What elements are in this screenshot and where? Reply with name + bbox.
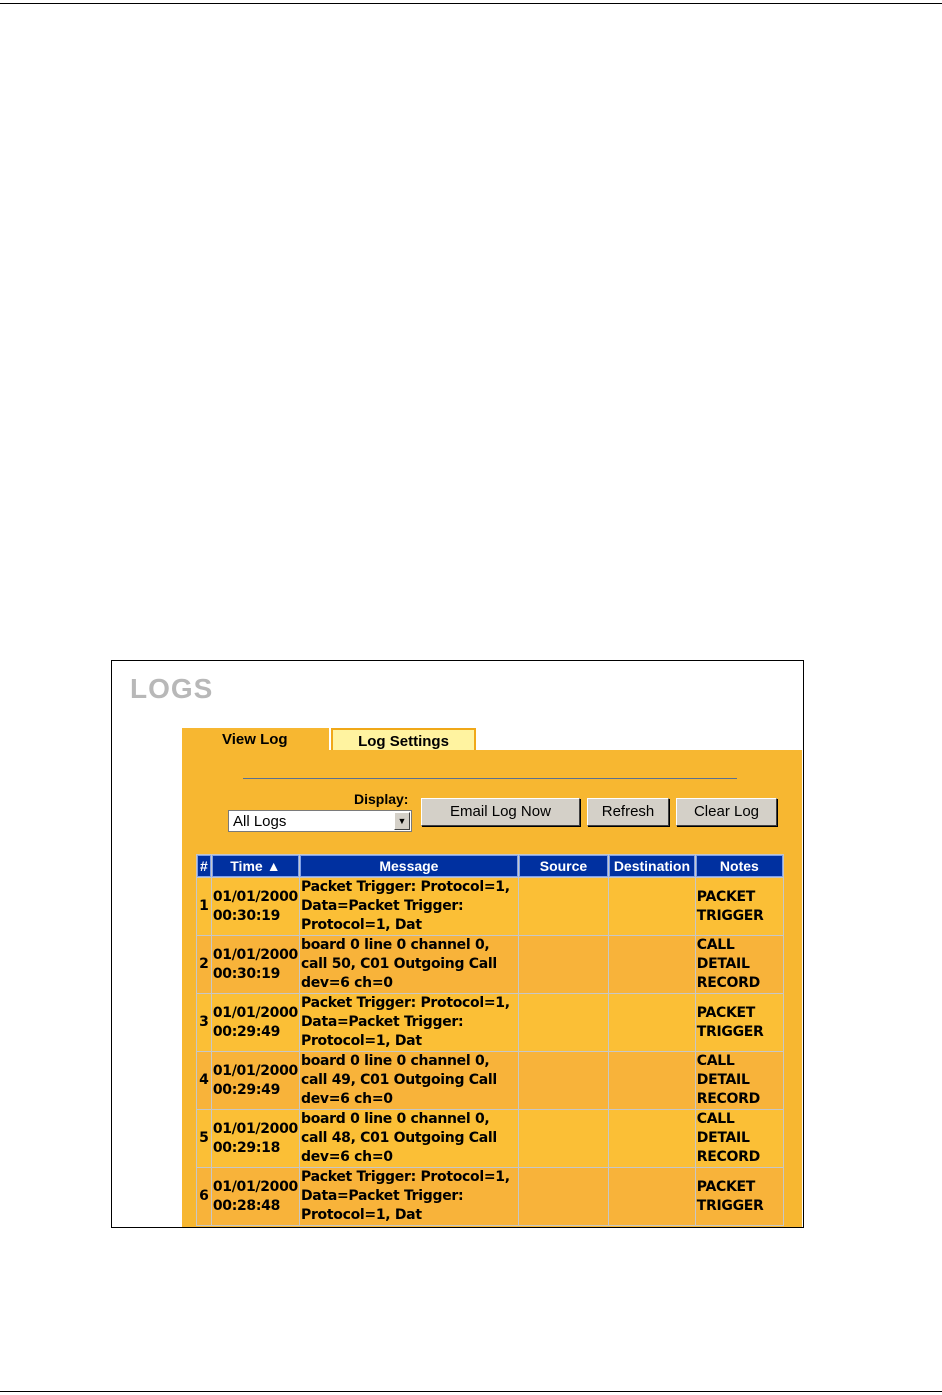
- row-num: 5: [197, 1110, 211, 1167]
- row-destination: [609, 994, 695, 1051]
- row-time: 01/01/2000 00:30:19: [212, 878, 299, 935]
- display-select[interactable]: [228, 810, 412, 832]
- page-top-rule: [0, 3, 942, 4]
- table-row: [197, 1168, 783, 1225]
- row-message: Packet Trigger: Protocol=1, Data=Packet Trigger: Protocol=1, Dat: [300, 1168, 518, 1225]
- row-message: board 0 line 0 channel 0, call 49, C01 Outgoing Call dev=6 ch=0: [300, 1052, 518, 1109]
- clear-log-button[interactable]: Clear Log: [676, 798, 777, 826]
- row-source: [519, 936, 608, 993]
- table-row: [197, 994, 783, 1051]
- row-num: 4: [197, 1052, 211, 1109]
- row-num: 2: [197, 936, 211, 993]
- row-notes: CALL DETAIL RECORD: [696, 1052, 783, 1109]
- row-source: [519, 1168, 608, 1225]
- page-title: LOGS: [130, 673, 214, 704]
- display-label: Display:: [354, 791, 409, 807]
- log-table: [196, 854, 784, 1226]
- header-num[interactable]: #: [197, 855, 211, 877]
- row-notes: PACKET TRIGGER: [696, 1168, 783, 1225]
- row-destination: [609, 1052, 695, 1109]
- sort-arrow-up-icon[interactable]: ▲: [266, 858, 281, 874]
- row-destination: [609, 1110, 695, 1167]
- table-header-row: [197, 855, 783, 877]
- table-row: [197, 1110, 783, 1167]
- row-destination: [609, 936, 695, 993]
- tab-log-settings[interactable]: Log Settings: [331, 728, 476, 752]
- row-time: 01/01/2000 00:29:18: [212, 1110, 299, 1167]
- row-source: [519, 994, 608, 1051]
- row-num: 6: [197, 1168, 211, 1225]
- logs-screenshot: [111, 660, 804, 1228]
- row-time: 01/01/2000 00:29:49: [212, 1052, 299, 1109]
- row-notes: PACKET TRIGGER: [696, 878, 783, 935]
- row-notes: PACKET TRIGGER: [696, 994, 783, 1051]
- header-time-label: Time: [230, 858, 263, 874]
- row-message: board 0 line 0 channel 0, call 48, C01 Outgoing Call dev=6 ch=0: [300, 1110, 518, 1167]
- email-log-now-button[interactable]: Email Log Now: [421, 798, 580, 826]
- row-num: 3: [197, 994, 211, 1051]
- row-message: board 0 line 0 channel 0, call 50, C01 Outgoing Call dev=6 ch=0: [300, 936, 518, 993]
- page-bottom-rule: [0, 1391, 942, 1392]
- log-panel: [182, 750, 802, 1228]
- row-notes: CALL DETAIL RECORD: [696, 936, 783, 993]
- row-source: [519, 1110, 608, 1167]
- display-selected-value: All Logs: [233, 813, 287, 830]
- tab-view-log[interactable]: View Log: [182, 728, 329, 752]
- table-row: [197, 878, 783, 935]
- row-source: [519, 1052, 608, 1109]
- header-message[interactable]: Message: [300, 855, 518, 877]
- row-num: 1: [197, 878, 211, 935]
- row-destination: [609, 1168, 695, 1225]
- header-destination[interactable]: Destination: [609, 855, 695, 877]
- row-time: 01/01/2000 00:29:49: [212, 994, 299, 1051]
- header-source[interactable]: Source: [519, 855, 608, 877]
- row-time: 01/01/2000 00:28:48: [212, 1168, 299, 1225]
- header-time[interactable]: [212, 855, 299, 877]
- table-row: [197, 1052, 783, 1109]
- refresh-button[interactable]: Refresh: [587, 798, 669, 826]
- row-message: Packet Trigger: Protocol=1, Data=Packet Trigger: Protocol=1, Dat: [300, 994, 518, 1051]
- row-notes: CALL DETAIL RECORD: [696, 1110, 783, 1167]
- row-message: Packet Trigger: Protocol=1, Data=Packet Trigger: Protocol=1, Dat: [300, 878, 518, 935]
- divider: [243, 778, 737, 779]
- row-destination: [609, 878, 695, 935]
- row-time: 01/01/2000 00:30:19: [212, 936, 299, 993]
- header-notes[interactable]: Notes: [696, 855, 783, 877]
- table-row: [197, 936, 783, 993]
- chevron-down-icon[interactable]: ▼: [394, 812, 410, 830]
- row-source: [519, 878, 608, 935]
